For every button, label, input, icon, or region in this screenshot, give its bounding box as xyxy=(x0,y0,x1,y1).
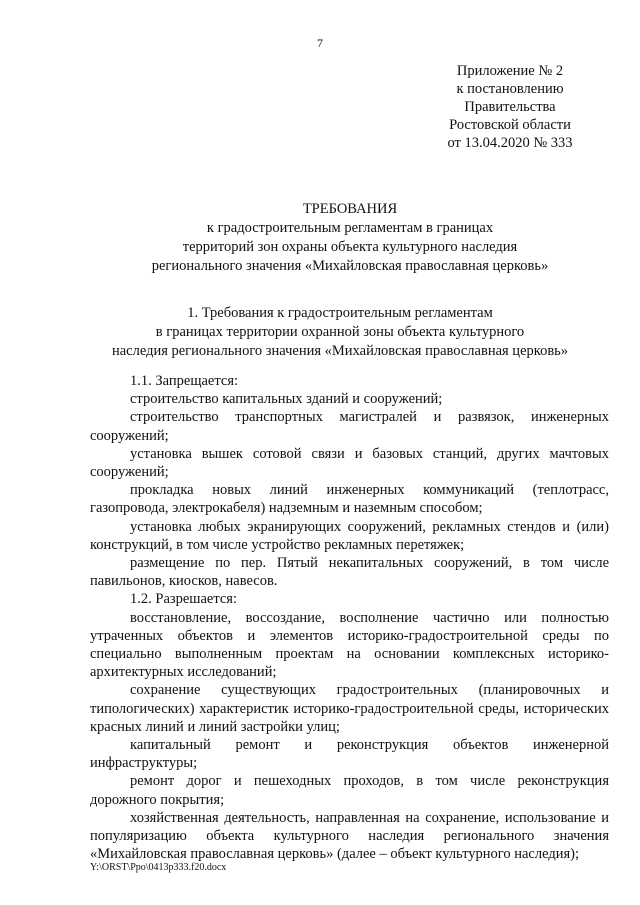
document-title xyxy=(100,200,600,276)
section-heading xyxy=(60,304,620,361)
section-heading-line: 1. Требования к градостроительным регламентам xyxy=(187,305,493,321)
document-body xyxy=(90,372,609,863)
paragraph: 1.2. Разрешается: xyxy=(130,591,237,608)
paragraph: восстановление, воссоздание, восполнение частично или полностью утраченных объектов и элементов историко-градостроительной среды по специально выполненным проектам на основании комплексных историко-архитектурных исследований; xyxy=(90,609,609,681)
paragraph: капитальный ремонт и реконструкция объектов инженерной инфраструктуры; xyxy=(90,737,609,772)
paragraph: строительство капитальных зданий и сооружений; xyxy=(130,391,443,408)
paragraph: хозяйственная деятельность, направленная на сохранение, использование и популяризацию объекта культурного наследия регионального значения «Михайловская православная церковь» (далее – объект культурного наследия); xyxy=(90,809,609,863)
appendix-line: Ростовской области xyxy=(449,117,571,133)
appendix-line: к постановлению xyxy=(456,81,564,97)
paragraph: прокладка новых линий инженерных коммуникаций (теплотрасс, газопровода, электрокабеля) надземным и наземным способом; xyxy=(90,482,609,517)
paragraph: строительство транспортных магистралей и развязок, инженерных сооружений; xyxy=(90,409,609,444)
section-heading-line: наследия регионального значения «Михайловская православная церковь» xyxy=(111,343,569,359)
title-line: регионального значения «Михайловская православная церковь» xyxy=(151,258,549,274)
paragraph: сохранение существующих градостроительных (планировочных и типологических) характеристик историко-градостроительной среды, исторических красных линий и линий застройки улиц; xyxy=(90,682,609,735)
paragraph: размещение по пер. Пятый некапитальных сооружений, в том числе павильонов, киосков, навесов. xyxy=(90,555,609,590)
section-heading-line: в границах территории охранной зоны объекта культурного xyxy=(155,324,525,340)
file-path-footer: Y:\ORST\Ppo\0413p333.f20.docx xyxy=(90,862,227,873)
title-line: ТРЕБОВАНИЯ xyxy=(302,201,398,217)
appendix-block xyxy=(430,62,590,152)
paragraph: установка вышек сотовой связи и базовых станций, других мачтовых сооружений; xyxy=(90,445,609,481)
title-line: к градостроительным регламентам в границах xyxy=(206,220,494,236)
page-number: 7 xyxy=(317,36,323,50)
appendix-line: Правительства xyxy=(464,99,556,115)
appendix-line: Приложение № 2 xyxy=(456,63,564,79)
title-line: территорий зон охраны объекта культурного наследия xyxy=(182,239,518,255)
paragraph: ремонт дорог и пешеходных проходов, в том числе реконструкция дорожного покрытия; xyxy=(90,773,609,808)
paragraph: установка любых экранирующих сооружений, рекламных стендов и (или) конструкций, в том числе устройство рекламных перетяжек; xyxy=(90,518,609,553)
paragraph: 1.1. Запрещается: xyxy=(130,373,239,389)
appendix-line: от 13.04.2020 № 333 xyxy=(447,135,573,151)
